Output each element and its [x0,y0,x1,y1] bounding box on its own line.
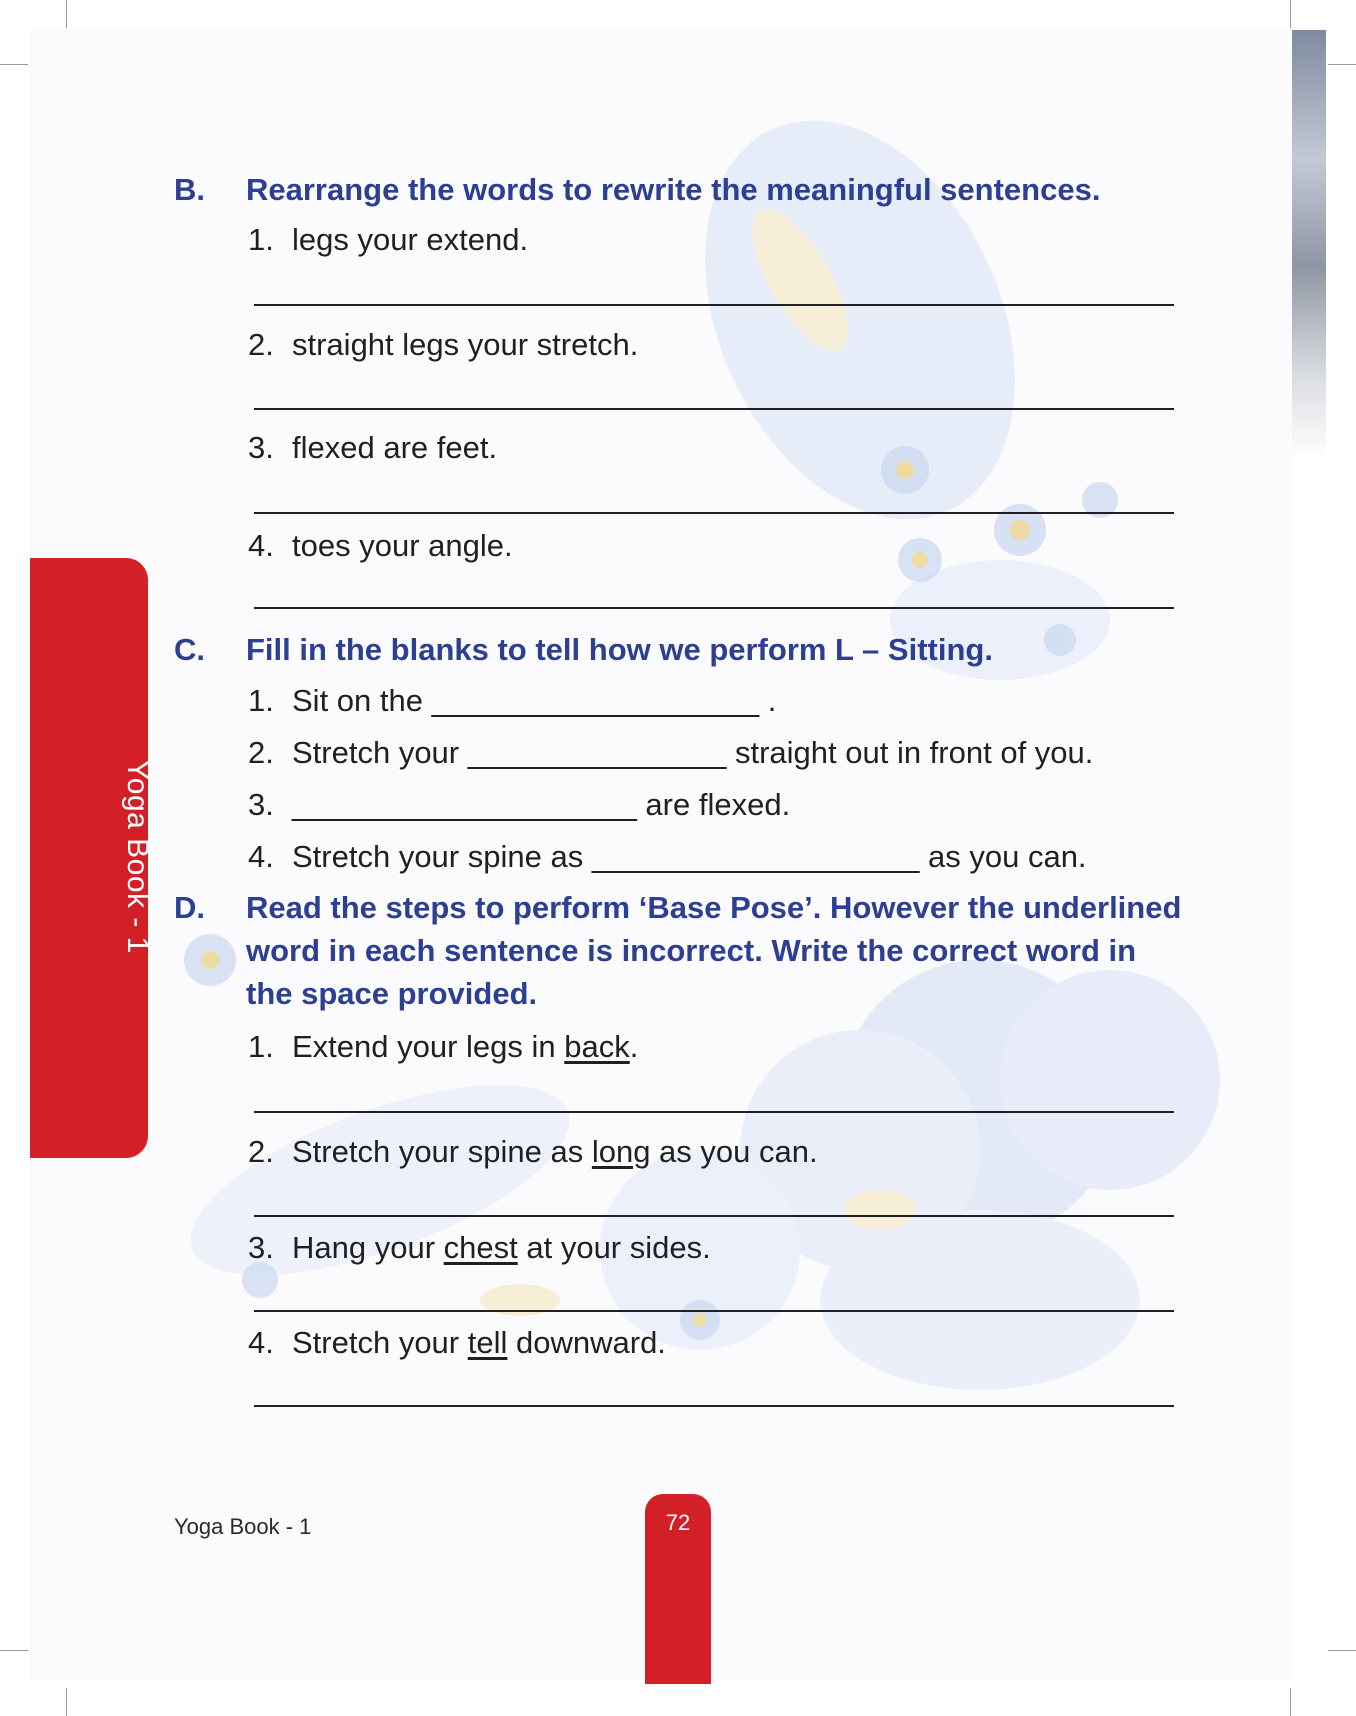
section-b-title: Rearrange the words to rewrite the meaningful sentences. [246,172,1101,207]
side-tab-label: Yoga Book - 1 [121,760,154,954]
item-text: toes your angle. [292,528,513,563]
underlined-word: long [591,1134,651,1169]
underlined-word: chest [443,1230,518,1265]
item-number: 3. [248,787,274,822]
footer-book-title: Yoga Book - 1 [174,1514,312,1539]
underlined-word: back [564,1029,630,1064]
item-text-before: Hang your [292,1230,444,1265]
item-number: 4. [248,839,274,874]
answer-line[interactable] [254,607,1174,609]
item-number: 1. [248,1029,274,1064]
list-item [248,1228,711,1268]
list-item [248,428,497,468]
item-number: 2. [248,327,274,362]
item-text-after: downward. [507,1325,666,1360]
list-item [248,681,776,721]
answer-line[interactable] [254,1111,1174,1113]
list-item [248,1132,818,1172]
item-text-after: . [629,1029,639,1064]
item-text-before: Stretch your [292,1325,468,1360]
item-number: 2. [248,1134,274,1169]
item-number: 1. [248,683,274,718]
item-text: legs your extend. [292,222,529,257]
item-number: 2. [248,735,274,770]
section-c-letter: C. [174,632,205,667]
answer-line[interactable] [254,512,1174,514]
list-item [248,220,528,260]
answer-line[interactable] [254,304,1174,306]
section-c-title: Fill in the blanks to tell how we perform L – Sitting. [246,632,993,667]
answer-line[interactable] [254,1405,1174,1407]
list-item [248,526,513,566]
answer-line[interactable] [254,408,1174,410]
section-b-letter: B. [174,172,205,207]
item-number: 3. [248,1230,274,1265]
page-number: 72 [665,1510,691,1535]
section-d-letter: D. [174,890,205,925]
list-item [248,1027,638,1067]
item-text: straight legs your stretch. [292,327,639,362]
item-number: 3. [248,430,274,465]
item-number: 4. [248,1325,274,1360]
section-d-title: Read the steps to perform ‘Base Pose’. However the underlined word in each sentence is incorrect. Write the correct word in the space provided. [246,890,1182,1011]
list-item [248,325,638,365]
item-number: 1. [248,222,274,257]
list-item [248,785,790,825]
item-text: ____________________ are flexed. [292,787,791,822]
item-text: Sit on the ___________________ . [292,683,777,718]
answer-line[interactable] [254,1215,1174,1217]
item-text-before: Stretch your spine as [292,1134,592,1169]
list-item [248,1323,666,1363]
item-text: Stretch your spine as ___________________ as you can. [292,839,1087,874]
item-text-before: Extend your legs in [292,1029,565,1064]
list-item [248,733,1093,773]
item-number: 4. [248,528,274,563]
item-text-after: at your sides. [517,1230,711,1265]
list-item [248,837,1087,877]
item-text: flexed are feet. [292,430,498,465]
underlined-word: tell [467,1325,508,1360]
item-text: Stretch your _______________ straight out in front of you. [292,735,1094,770]
answer-line[interactable] [254,1310,1174,1312]
item-text-after: as you can. [650,1134,818,1169]
